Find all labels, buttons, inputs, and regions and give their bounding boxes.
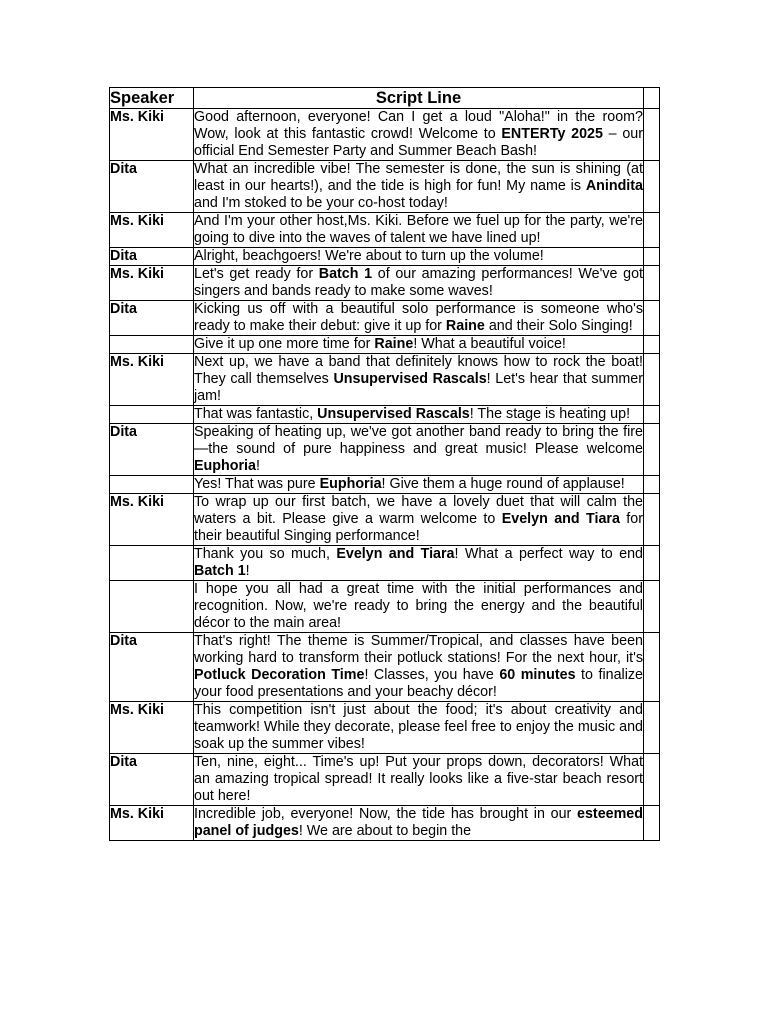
script-line-bold-text: Euphoria (319, 476, 382, 492)
extra-cell (644, 476, 660, 494)
script-line-cell (194, 546, 644, 581)
extra-cell (644, 702, 660, 754)
script-line-text: I hope you all had a great time with the initial performances and recognition. Now, we're ready to bring the energy and the beautiful décor to the main area! (194, 581, 643, 631)
script-line-bold-text: ENTERTy 2025 (501, 126, 603, 142)
table-row (110, 424, 660, 476)
script-line-text: ! What a perfect way to end (454, 546, 643, 562)
script-line-cell (194, 248, 644, 266)
script-line-cell (194, 754, 644, 806)
script-line-text: Speaking of heating up, we've got another band ready to bring the fire—the sound of pure happiness and great music! Please welcome (194, 424, 643, 457)
script-line-cell (194, 213, 644, 248)
table-header-row (110, 88, 660, 109)
script-line-bold-text: Euphoria (194, 458, 256, 474)
table-row (110, 213, 660, 248)
script-line-text: That's right! The theme is Summer/Tropical, and classes have been working hard to transform their potluck stations! For the next hour, it's (194, 633, 643, 666)
extra-cell (644, 633, 660, 702)
table-row (110, 301, 660, 336)
extra-cell (644, 806, 660, 841)
speaker-cell (110, 336, 194, 354)
speaker-cell: Ms. Kiki (110, 109, 194, 161)
script-line-bold-text: 60 minutes (499, 667, 576, 683)
script-line-text: Ten, nine, eight... Time's up! Put your props down, decorators! What an amazing tropical spread! It really looks like a five-star beach resort out here! (194, 754, 643, 804)
script-table (109, 87, 660, 841)
speaker-cell: Ms. Kiki (110, 354, 194, 406)
script-line-cell (194, 633, 644, 702)
script-line-cell (194, 581, 644, 633)
script-line-text: ! Give them a huge round of applause! (381, 476, 625, 492)
script-line-text: This competition isn't just about the food; it's about creativity and teamwork! While they decorate, please feel free to enjoy the music and soak up the summer vibes! (194, 702, 643, 752)
extra-cell (644, 248, 660, 266)
extra-cell (644, 494, 660, 546)
speaker-cell (110, 546, 194, 581)
header-extra (644, 88, 660, 109)
script-line-text: To wrap up our first batch, we have a lovely duet that will calm the waters a bit. Please give a warm welcome to (194, 494, 643, 527)
script-line-text: Give it up one more time for (194, 336, 375, 352)
script-line-text: Yes! That was pure (194, 476, 320, 492)
extra-cell (644, 581, 660, 633)
script-line-bold-text: Anindita (585, 178, 643, 194)
script-line-bold-text: Unsupervised Rascals (317, 406, 470, 422)
script-line-text: Good afternoon, everyone! Can I get a loud "Aloha!" in the room? Wow, look at this fantastic crowd! Welcome to (194, 109, 643, 142)
speaker-cell (110, 581, 194, 633)
table-row (110, 476, 660, 494)
extra-cell (644, 354, 660, 406)
script-line-cell (194, 266, 644, 301)
script-line-text: ! What a beautiful voice! (413, 336, 566, 352)
script-line-text: and their Solo Singing! (484, 318, 633, 334)
script-line-cell (194, 161, 644, 213)
script-line-text: Next up, we have a band that definitely knows how to rock the boat! They call themselves (194, 354, 643, 387)
speaker-cell (110, 406, 194, 424)
table-row (110, 581, 660, 633)
table-row (110, 806, 660, 841)
script-line-bold-text: Evelyn and Tiara (501, 511, 620, 527)
script-line-text: ! (245, 563, 250, 579)
script-line-text: Kicking us off with a beautiful solo performance is someone who's ready to make their debut: give it up for (194, 301, 643, 334)
header-script-line: Script Line (194, 88, 644, 109)
script-line-text: of our amazing performances! We've got singers and bands ready to make some waves! (194, 266, 643, 299)
script-line-bold-text: esteemed panel of judges (194, 806, 643, 839)
speaker-cell: Ms. Kiki (110, 806, 194, 841)
script-line-bold-text: Batch 1 (318, 266, 373, 282)
speaker-cell: Ms. Kiki (110, 494, 194, 546)
speaker-cell: Dita (110, 248, 194, 266)
script-line-text: – our official End Semester Party and Summer Beach Bash! (194, 126, 643, 159)
script-line-bold-text: Raine (374, 336, 414, 352)
script-line-cell (194, 354, 644, 406)
script-line-bold-text: Potluck Decoration Time (194, 667, 365, 683)
speaker-cell (110, 476, 194, 494)
script-line-text: and I'm stoked to be your co-host today! (194, 195, 448, 211)
script-line-text: ! The stage is heating up! (469, 406, 631, 422)
extra-cell (644, 109, 660, 161)
table-row (110, 248, 660, 266)
script-line-text: ! Let's hear that summer jam! (194, 371, 643, 404)
script-line-bold-text: Evelyn and Tiara (336, 546, 455, 562)
extra-cell (644, 754, 660, 806)
extra-cell (644, 301, 660, 336)
script-line-cell (194, 109, 644, 161)
script-line-text: ! Classes, you have (364, 667, 500, 683)
script-line-text: Alright, beachgoers! We're about to turn up the volume! (194, 248, 544, 264)
speaker-cell: Ms. Kiki (110, 213, 194, 248)
table-row (110, 406, 660, 424)
speaker-cell: Dita (110, 633, 194, 702)
table-row (110, 754, 660, 806)
table-row (110, 702, 660, 754)
speaker-cell: Ms. Kiki (110, 702, 194, 754)
extra-cell (644, 336, 660, 354)
script-line-bold-text: Unsupervised Rascals (333, 371, 487, 387)
script-line-cell (194, 476, 644, 494)
table-row (110, 494, 660, 546)
speaker-cell: Ms. Kiki (110, 266, 194, 301)
script-line-bold-text: Batch 1 (194, 563, 246, 579)
speaker-cell: Dita (110, 754, 194, 806)
table-row (110, 354, 660, 406)
extra-cell (644, 546, 660, 581)
script-line-bold-text: Raine (445, 318, 485, 334)
extra-cell (644, 161, 660, 213)
extra-cell (644, 266, 660, 301)
table-row (110, 266, 660, 301)
script-line-cell (194, 424, 644, 476)
speaker-cell: Dita (110, 161, 194, 213)
script-body (110, 109, 660, 841)
script-line-text: to finalize your food presentations and your beachy décor! (194, 667, 643, 700)
script-line-cell (194, 494, 644, 546)
speaker-cell: Dita (110, 301, 194, 336)
table-row (110, 633, 660, 702)
script-line-cell (194, 336, 644, 354)
table-row (110, 336, 660, 354)
table-row (110, 109, 660, 161)
script-line-text: ! (255, 458, 260, 474)
script-line-text: for their beautiful Singing performance! (194, 511, 643, 544)
extra-cell (644, 424, 660, 476)
script-line-text: What an incredible vibe! The semester is done, the sun is shining (at least in our hearts!), and the tide is high for fun! My name is (194, 161, 643, 194)
extra-cell (644, 406, 660, 424)
header-speaker: Speaker (110, 88, 194, 109)
table-row (110, 161, 660, 213)
script-line-cell (194, 301, 644, 336)
script-line-cell (194, 806, 644, 841)
script-line-cell (194, 406, 644, 424)
script-line-text: Thank you so much, (194, 546, 337, 562)
script-line-text: ! We are about to begin the (298, 823, 472, 839)
table-row (110, 546, 660, 581)
speaker-cell: Dita (110, 424, 194, 476)
script-line-text: That was fantastic, (194, 406, 318, 422)
script-line-cell (194, 702, 644, 754)
extra-cell (644, 213, 660, 248)
script-line-text: Incredible job, everyone! Now, the tide has brought in our (194, 806, 578, 822)
script-line-text: Let's get ready for (194, 266, 319, 282)
script-line-text: And I'm your other host,Ms. Kiki. Before we fuel up for the party, we're going to dive into the waves of talent we have lined up! (194, 213, 643, 246)
